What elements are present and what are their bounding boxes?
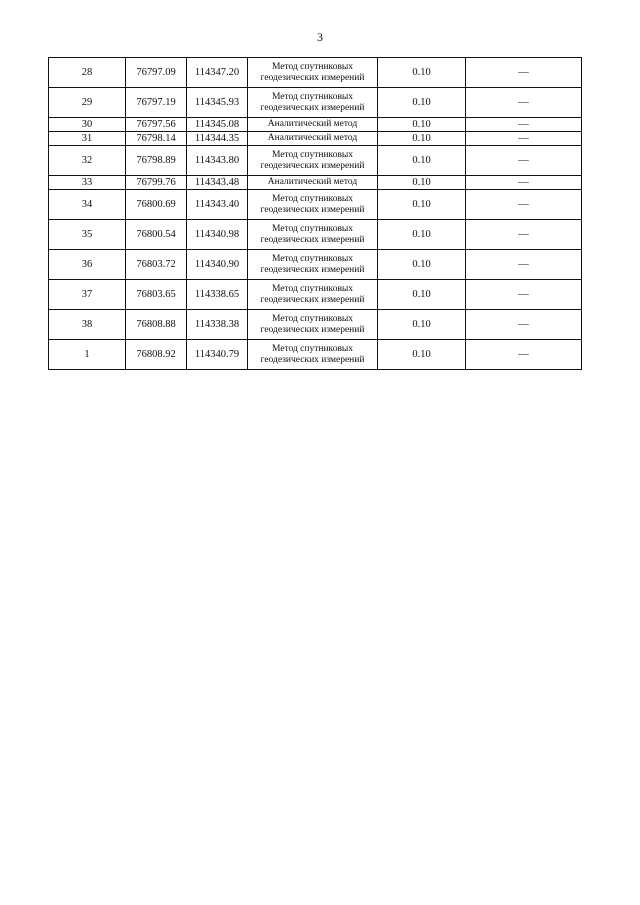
coordinates-table <box>48 57 582 370</box>
y-coordinate-cell: 114345.93 <box>187 88 248 118</box>
method-cell: Метод спутниковых геодезических измерений <box>248 146 378 176</box>
accuracy-cell: 0.10 <box>378 88 466 118</box>
description-cell: — <box>466 190 582 220</box>
table-row <box>49 190 582 220</box>
method-cell: Метод спутниковых геодезических измерений <box>248 88 378 118</box>
y-coordinate-cell: 114338.65 <box>187 280 248 310</box>
y-coordinate-cell: 114345.08 <box>187 118 248 132</box>
table-row <box>49 118 582 132</box>
accuracy-cell: 0.10 <box>378 340 466 370</box>
x-coordinate-cell: 76803.72 <box>126 250 187 280</box>
y-coordinate-cell: 114340.90 <box>187 250 248 280</box>
description-cell: — <box>466 176 582 190</box>
accuracy-cell: 0.10 <box>378 132 466 146</box>
description-cell: — <box>466 146 582 176</box>
point-number-cell: 36 <box>49 250 126 280</box>
x-coordinate-cell: 76797.19 <box>126 88 187 118</box>
table-row <box>49 132 582 146</box>
method-cell: Метод спутниковых геодезических измерений <box>248 250 378 280</box>
x-coordinate-cell: 76808.92 <box>126 340 187 370</box>
table-row <box>49 310 582 340</box>
point-number-cell: 31 <box>49 132 126 146</box>
description-cell: — <box>466 310 582 340</box>
accuracy-cell: 0.10 <box>378 118 466 132</box>
method-cell: Аналитический метод <box>248 176 378 190</box>
table-row <box>49 220 582 250</box>
x-coordinate-cell: 76800.69 <box>126 190 187 220</box>
table-row <box>49 340 582 370</box>
method-cell: Метод спутниковых геодезических измерений <box>248 190 378 220</box>
table-row <box>49 58 582 88</box>
point-number-cell: 32 <box>49 146 126 176</box>
x-coordinate-cell: 76797.09 <box>126 58 187 88</box>
table-row <box>49 88 582 118</box>
x-coordinate-cell: 76808.88 <box>126 310 187 340</box>
y-coordinate-cell: 114340.98 <box>187 220 248 250</box>
x-coordinate-cell: 76799.76 <box>126 176 187 190</box>
description-cell: — <box>466 132 582 146</box>
point-number-cell: 1 <box>49 340 126 370</box>
description-cell: — <box>466 58 582 88</box>
method-cell: Аналитический метод <box>248 118 378 132</box>
accuracy-cell: 0.10 <box>378 250 466 280</box>
accuracy-cell: 0.10 <box>378 58 466 88</box>
description-cell: — <box>466 280 582 310</box>
description-cell: — <box>466 250 582 280</box>
y-coordinate-cell: 114347.20 <box>187 58 248 88</box>
table-row <box>49 176 582 190</box>
method-cell: Метод спутниковых геодезических измерений <box>248 58 378 88</box>
description-cell: — <box>466 220 582 250</box>
y-coordinate-cell: 114338.38 <box>187 310 248 340</box>
method-cell: Аналитический метод <box>248 132 378 146</box>
table-row <box>49 146 582 176</box>
x-coordinate-cell: 76798.14 <box>126 132 187 146</box>
description-cell: — <box>466 118 582 132</box>
point-number-cell: 38 <box>49 310 126 340</box>
method-cell: Метод спутниковых геодезических измерений <box>248 310 378 340</box>
accuracy-cell: 0.10 <box>378 146 466 176</box>
accuracy-cell: 0.10 <box>378 310 466 340</box>
table-row <box>49 280 582 310</box>
method-cell: Метод спутниковых геодезических измерений <box>248 280 378 310</box>
page-number: 3 <box>317 30 323 44</box>
y-coordinate-cell: 114343.40 <box>187 190 248 220</box>
y-coordinate-cell: 114343.80 <box>187 146 248 176</box>
x-coordinate-cell: 76803.65 <box>126 280 187 310</box>
method-cell: Метод спутниковых геодезических измерений <box>248 220 378 250</box>
point-number-cell: 28 <box>49 58 126 88</box>
y-coordinate-cell: 114344.35 <box>187 132 248 146</box>
description-cell: — <box>466 340 582 370</box>
point-number-cell: 37 <box>49 280 126 310</box>
method-cell: Метод спутниковых геодезических измерений <box>248 340 378 370</box>
accuracy-cell: 0.10 <box>378 190 466 220</box>
x-coordinate-cell: 76797.56 <box>126 118 187 132</box>
y-coordinate-cell: 114343.48 <box>187 176 248 190</box>
accuracy-cell: 0.10 <box>378 220 466 250</box>
point-number-cell: 33 <box>49 176 126 190</box>
accuracy-cell: 0.10 <box>378 176 466 190</box>
point-number-cell: 30 <box>49 118 126 132</box>
table-row <box>49 250 582 280</box>
point-number-cell: 29 <box>49 88 126 118</box>
x-coordinate-cell: 76800.54 <box>126 220 187 250</box>
y-coordinate-cell: 114340.79 <box>187 340 248 370</box>
point-number-cell: 34 <box>49 190 126 220</box>
point-number-cell: 35 <box>49 220 126 250</box>
accuracy-cell: 0.10 <box>378 280 466 310</box>
description-cell: — <box>466 88 582 118</box>
x-coordinate-cell: 76798.89 <box>126 146 187 176</box>
